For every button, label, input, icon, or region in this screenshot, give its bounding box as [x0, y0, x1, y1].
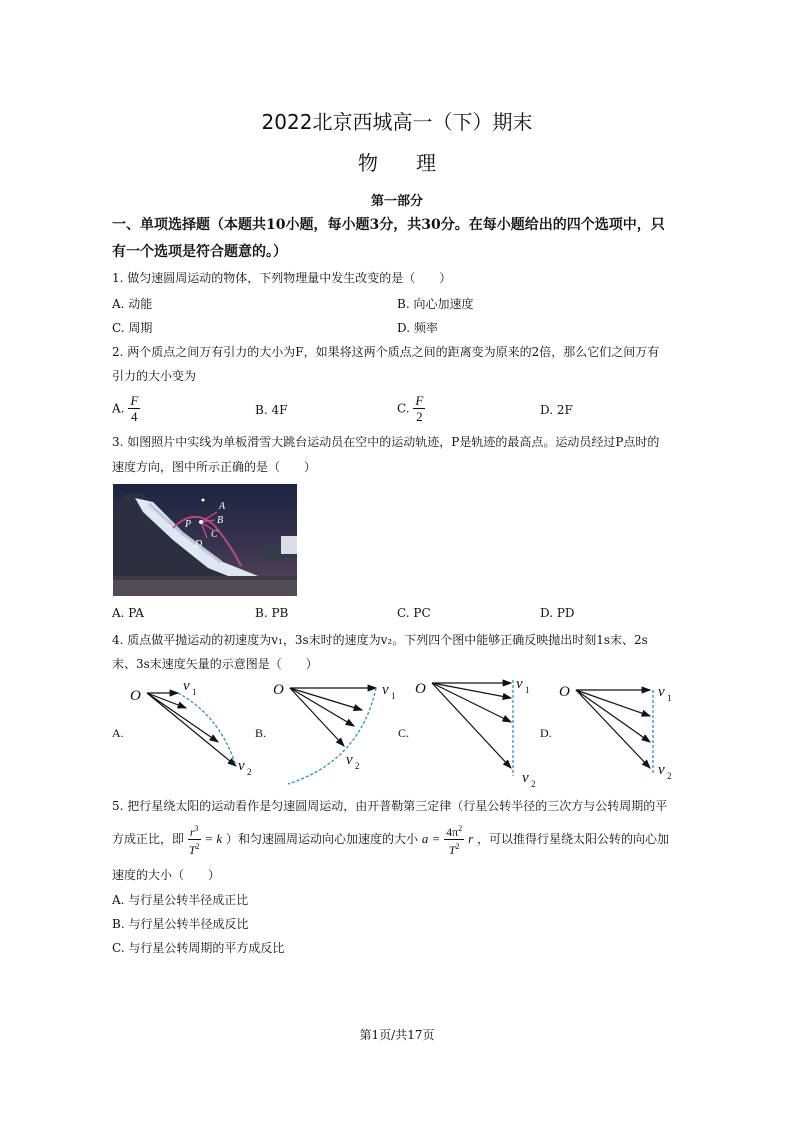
svg-text:2: 2 — [355, 761, 360, 771]
q2-option-d: D. 2F — [540, 403, 573, 417]
q1-option-a: A. 动能 — [112, 297, 153, 311]
section-heading-line2: 有一个选项是符合题意的。） — [112, 244, 287, 260]
svg-text:v: v — [382, 682, 389, 698]
q5-stem-line1: 5. 把行星绕太阳的运动看作是匀速圆周运动，由开普勒第三定律（行星公转半径的三次方与公转周期的平 — [112, 799, 668, 813]
diagram-d-label: D. — [540, 726, 552, 740]
subject-title — [0, 147, 794, 176]
q1-option-d: D. 频率 — [397, 321, 438, 335]
q2-stem-line2: 引力的大小变为 — [112, 369, 197, 383]
q5-option-b: B. 与行星公转半径成反比 — [112, 917, 249, 931]
q2-stem-line1: 2. 两个质点之间万有引力的大小为F，如果将这两个质点之间的距离变为原来的2倍，那么它们之间万有 — [112, 345, 660, 359]
photo-label-d: D — [195, 539, 203, 550]
diagram-a-label: A. — [112, 726, 124, 740]
q1-option-c: C. 周期 — [112, 321, 153, 335]
q3-option-a: A. PA — [112, 606, 144, 620]
svg-text:v: v — [658, 684, 665, 700]
svg-text:1: 1 — [391, 691, 396, 701]
svg-text:2: 2 — [247, 767, 252, 777]
photo-label-p: P — [185, 519, 192, 530]
diagram-c-label: C. — [398, 726, 410, 740]
svg-text:v: v — [516, 676, 523, 692]
photo-label-c: C — [211, 529, 218, 540]
q5-option-c: C. 与行星公转周期的平方成反比 — [112, 941, 285, 955]
svg-text:2: 2 — [531, 779, 536, 788]
svg-text:1: 1 — [667, 693, 672, 703]
q4-stem-line1: 4. 质点做平抛运动的初速度为v₁，3s末时的速度为v₂。下列四个图中能够正确反映抛出时刻1s末、2s — [112, 633, 648, 647]
svg-text:1: 1 — [192, 687, 197, 697]
q3-stem-line1: 3. 如图照片中实线为单板滑雪大跳台运动员在空中的运动轨迹，P是轨迹的最高点。运动员经过P点时的 — [112, 435, 660, 449]
q2-option-a: A. $\frac{F}{4}$ — [112, 393, 139, 424]
q4-stem-line2: 末、3s末速度矢量的示意图是（ ） — [112, 657, 318, 671]
q3-stem-line2: 速度方向，图中所示正确的是（ ） — [112, 460, 317, 474]
q5-stem-line2: 方成正比，即 $\frac{r^3}{T^2}$ = k ）和匀速圆周运动向心加速度的大小 a = $\frac{4\pi^2}{T^2}$ r ，可以推得行星绕太阳公转的向心加 — [112, 824, 669, 857]
q4-vector-diagrams — [110, 676, 700, 788]
subject-char-1: 物 — [358, 151, 378, 175]
q5-stem-line3: 速度的大小（ ） — [112, 868, 221, 882]
q1-stem: 1. 做匀速圆周运动的物体，下列物理量中发生改变的是（ ） — [112, 271, 452, 285]
acceleration-formula: $\frac{4\pi^2}{T^2}$ — [446, 824, 463, 857]
svg-text:O: O — [273, 682, 284, 698]
svg-text:v: v — [183, 678, 190, 694]
svg-text:O: O — [415, 681, 426, 697]
ski-jump-photo — [113, 484, 297, 596]
q5-option-a: A. 与行星公转半径成正比 — [112, 893, 249, 907]
q3-option-c: C. PC — [397, 606, 431, 620]
part-heading: 第一部分 — [370, 194, 423, 209]
section-heading-line1: 一、单项选择题（本题共10小题，每小题3分，共30分。在每小题给出的四个选项中，只 — [112, 217, 665, 233]
svg-text:2: 2 — [667, 771, 672, 781]
q3-option-d: D. PD — [540, 606, 575, 620]
kepler-formula: $\frac{r^3}{T^2}$ — [188, 824, 200, 857]
diagram-b-label: B. — [255, 726, 267, 740]
svg-text:v: v — [346, 752, 353, 768]
q3-option-b: B. PB — [255, 606, 289, 620]
svg-text:1: 1 — [525, 685, 530, 695]
q2-option-b: B. 4F — [255, 403, 288, 417]
q2-option-c: C. $\frac{F}{2}$ — [397, 393, 424, 424]
svg-text:v: v — [658, 762, 665, 778]
photo-label-b: B — [217, 515, 224, 526]
svg-text:O: O — [130, 688, 141, 704]
page-footer: 第1页/共17页 — [359, 1028, 435, 1042]
photo-label-a: A — [219, 501, 226, 512]
page-title: 2022北京西城高一（下）期末 — [261, 110, 533, 134]
svg-text:v: v — [238, 758, 245, 774]
svg-text:v: v — [522, 770, 529, 786]
svg-text:O: O — [559, 684, 570, 700]
q1-option-b: B. 向心加速度 — [397, 297, 474, 311]
subject-char-2: 理 — [416, 151, 436, 175]
